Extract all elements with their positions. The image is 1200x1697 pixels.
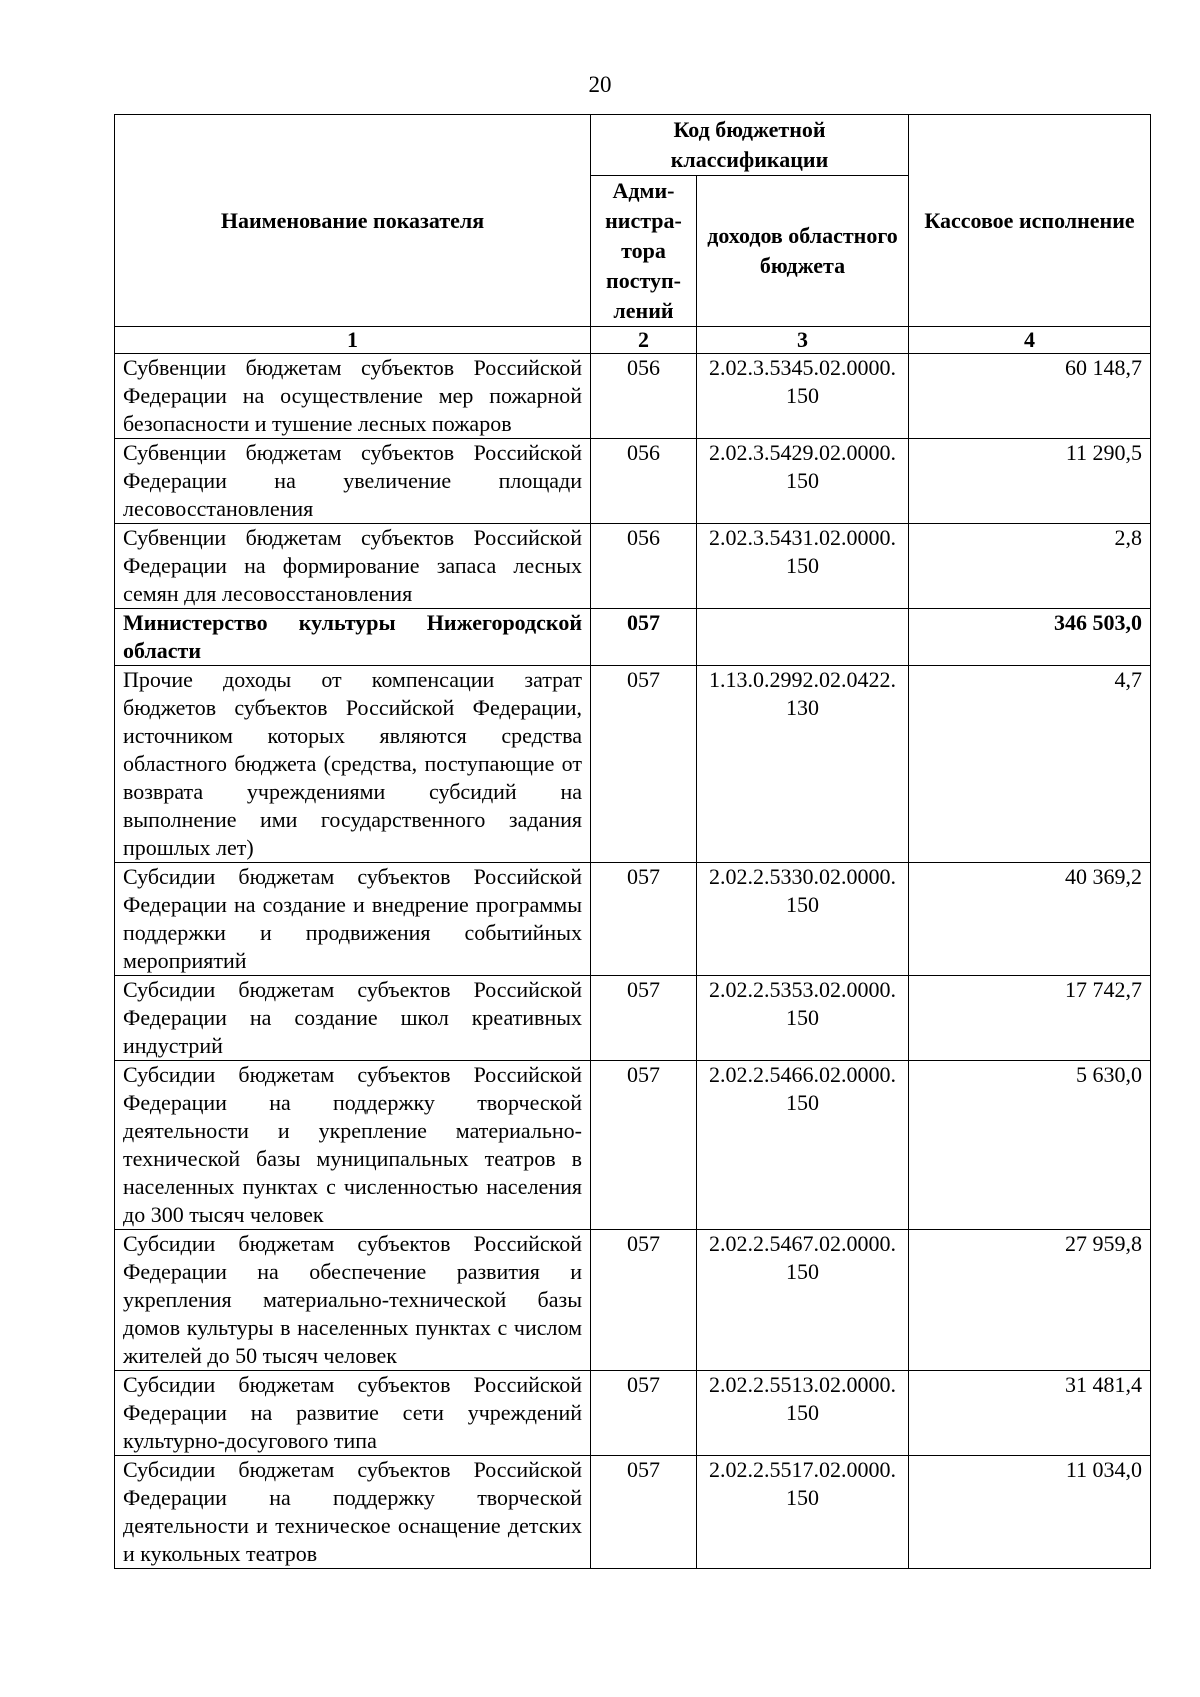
admin-code-cell: 056 — [591, 524, 697, 609]
admin-code-cell: 057 — [591, 1061, 697, 1230]
admin-code-cell: 057 — [591, 609, 697, 666]
income-code-cell: 2.02.3.5429.02.0000. 150 — [697, 439, 909, 524]
amount-cell: 40 369,2 — [909, 863, 1151, 976]
income-code-cell — [697, 609, 909, 666]
amount-cell: 2,8 — [909, 524, 1151, 609]
amount-cell: 17 742,7 — [909, 976, 1151, 1061]
column-number: 3 — [697, 327, 909, 354]
amount-cell: 346 503,0 — [909, 609, 1151, 666]
table-row — [115, 1061, 1151, 1230]
amount-cell: 4,7 — [909, 666, 1151, 863]
income-code-cell: 2.02.2.5513.02.0000. 150 — [697, 1371, 909, 1456]
indicator-name-cell: Субсидии бюджетам субъектов Российской Федерации на обеспечение развития и укрепления материально-технической базы домов культуры в населенных пунктах с числом жителей до 50 тысяч человек — [115, 1230, 591, 1371]
column-number: 4 — [909, 327, 1151, 354]
indicator-name-cell: Субсидии бюджетам субъектов Российской Федерации на поддержку творческой деятельности и техническое оснащение детских и кукольных театров — [115, 1456, 591, 1569]
indicator-name-cell: Субсидии бюджетам субъектов Российской Федерации на поддержку творческой деятельности и укрепление материально-технической базы муниципальных театров в населенных пунктах с численностью населения до 300 тысяч человек — [115, 1061, 591, 1230]
column-number: 2 — [591, 327, 697, 354]
header-income-code: доходов областного бюджета — [697, 176, 909, 327]
amount-cell: 11 034,0 — [909, 1456, 1151, 1569]
indicator-name-cell: Субвенции бюджетам субъектов Российской Федерации на формирование запаса лесных семян для лесовосстановления — [115, 524, 591, 609]
header-code-group: Код бюджетной классификации — [591, 115, 909, 176]
amount-cell: 60 148,7 — [909, 354, 1151, 439]
income-code-cell: 2.02.2.5466.02.0000. 150 — [697, 1061, 909, 1230]
indicator-name-cell: Министерство культуры Нижегородской области — [115, 609, 591, 666]
table-row — [115, 609, 1151, 666]
income-code-cell: 2.02.3.5345.02.0000. 150 — [697, 354, 909, 439]
indicator-name-cell: Прочие доходы от компенсации затрат бюджетов субъектов Российской Федерации, источником которых являются средства областного бюджета (средства, поступающие от возврата учреждениями субсидий на выполнение ими государственного задания прошлых лет) — [115, 666, 591, 863]
income-code-cell: 2.02.2.5330.02.0000. 150 — [697, 863, 909, 976]
budget-revenue-table — [114, 114, 1151, 1569]
table-row — [115, 976, 1151, 1061]
page-number: 20 — [588, 72, 612, 97]
table-row — [115, 1230, 1151, 1371]
income-code-cell: 2.02.2.5517.02.0000. 150 — [697, 1456, 909, 1569]
admin-code-cell: 057 — [591, 1230, 697, 1371]
amount-cell: 5 630,0 — [909, 1061, 1151, 1230]
table-row — [115, 863, 1151, 976]
income-code-cell: 1.13.0.2992.02.0422. 130 — [697, 666, 909, 863]
admin-code-cell: 056 — [591, 354, 697, 439]
header-name: Наименование показателя — [115, 115, 591, 327]
indicator-name-cell: Субсидии бюджетам субъектов Российской Федерации на развитие сети учреждений культурно-досугового типа — [115, 1371, 591, 1456]
indicator-name-cell: Субвенции бюджетам субъектов Российской Федерации на увеличение площади лесовосстановления — [115, 439, 591, 524]
amount-cell: 31 481,4 — [909, 1371, 1151, 1456]
income-code-cell: 2.02.2.5467.02.0000. 150 — [697, 1230, 909, 1371]
table-row — [115, 1371, 1151, 1456]
table-body — [115, 354, 1151, 1569]
table-row — [115, 439, 1151, 524]
admin-code-cell: 056 — [591, 439, 697, 524]
admin-code-cell: 057 — [591, 666, 697, 863]
indicator-name-cell: Субсидии бюджетам субъектов Российской Федерации на создание школ креативных индустрий — [115, 976, 591, 1061]
table-row — [115, 354, 1151, 439]
column-number: 1 — [115, 327, 591, 354]
header-amount: Кассовое исполнение — [909, 115, 1151, 327]
income-code-cell: 2.02.2.5353.02.0000. 150 — [697, 976, 909, 1061]
admin-code-cell: 057 — [591, 863, 697, 976]
table-row — [115, 524, 1151, 609]
admin-code-cell: 057 — [591, 976, 697, 1061]
income-code-cell: 2.02.3.5431.02.0000. 150 — [697, 524, 909, 609]
header-admin: Адми- нистра- тора поступ- лений — [591, 176, 697, 327]
admin-code-cell: 057 — [591, 1456, 697, 1569]
indicator-name-cell: Субсидии бюджетам субъектов Российской Федерации на создание и внедрение программы поддержки и продвижения событийных мероприятий — [115, 863, 591, 976]
table-row — [115, 666, 1151, 863]
table-row — [115, 1456, 1151, 1569]
indicator-name-cell: Субвенции бюджетам субъектов Российской Федерации на осуществление мер пожарной безопасности и тушение лесных пожаров — [115, 354, 591, 439]
admin-code-cell: 057 — [591, 1371, 697, 1456]
amount-cell: 27 959,8 — [909, 1230, 1151, 1371]
amount-cell: 11 290,5 — [909, 439, 1151, 524]
